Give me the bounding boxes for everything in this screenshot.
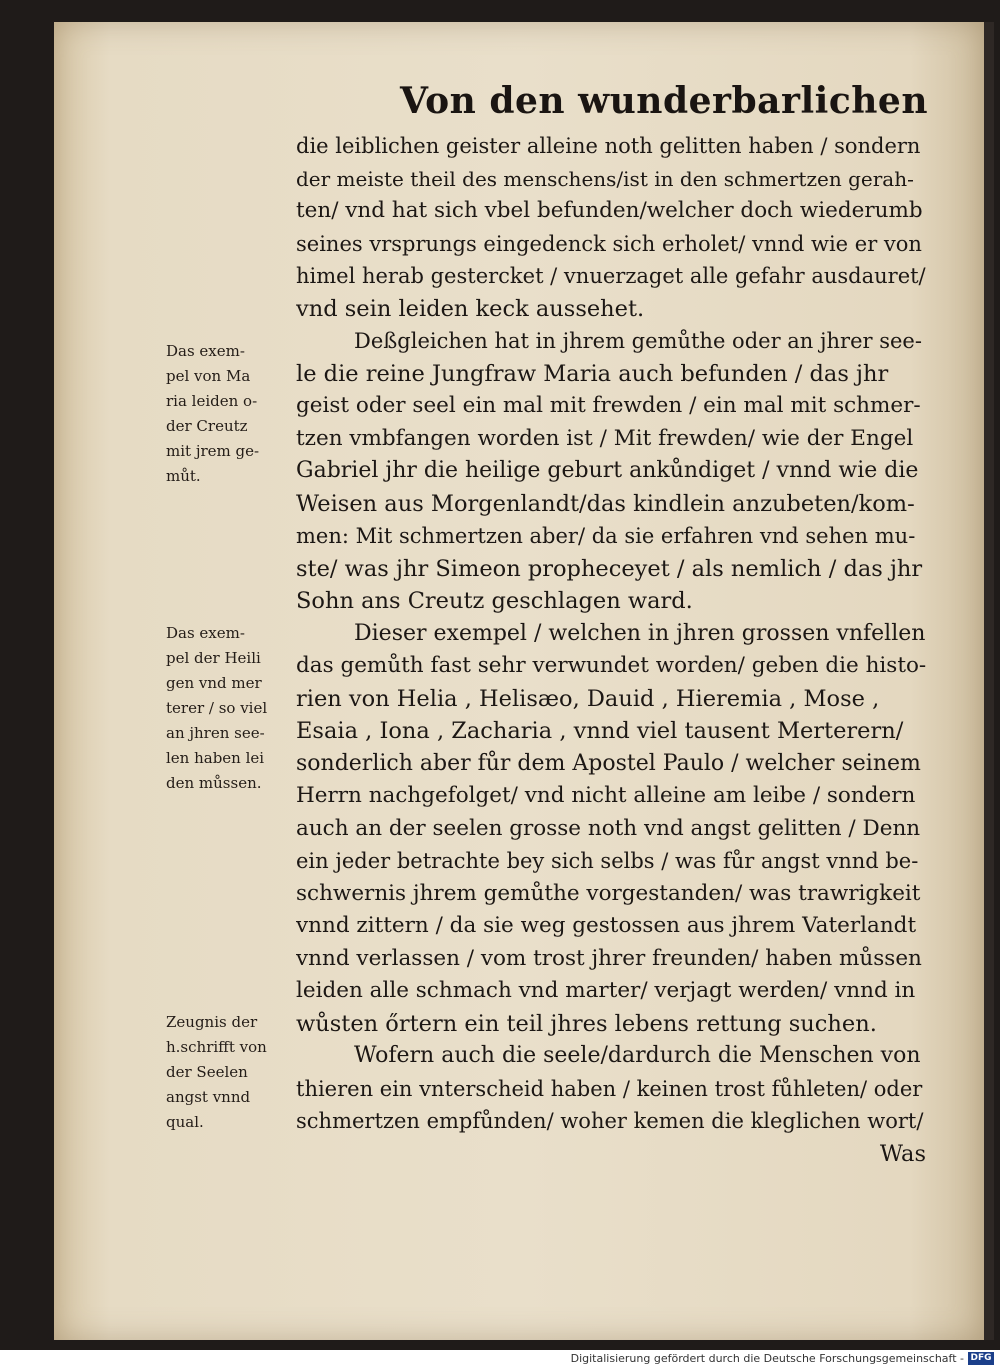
- text-line: Deßgleichen hat in jhrem gemůthe oder an jhrer see-: [354, 329, 922, 353]
- text-line: men: Mit schmertzen aber/ da sie erfahren vnd sehen mu-: [296, 524, 916, 548]
- margin-note-line: gen vnd mer: [166, 674, 262, 692]
- text-line: das gemůth fast sehr verwundet worden/ geben die histo-: [296, 653, 926, 678]
- margin-note-line: Das exem-: [166, 342, 245, 360]
- text-line: vnnd verlassen / vom trost jhrer freunden/ haben můssen: [296, 945, 922, 971]
- text-line: geist oder seel ein mal mit frewden / ein mal mit schmer-: [296, 393, 921, 418]
- text-line: leiden alle schmach vnd marter/ verjagt werden/ vnnd in: [296, 978, 916, 1003]
- margin-note-maria: [166, 339, 296, 489]
- text-line: auch an der seelen grosse noth vnd angst gelitten / Denn: [296, 815, 921, 841]
- text-line: thieren ein vnterscheid haben / keinen trost fůhleten/ oder: [296, 1076, 923, 1101]
- catchword: Was: [879, 1140, 926, 1167]
- text-line: rien von Helia , Helisæo, Dauid , Hieremia , Mose ,: [296, 685, 880, 712]
- text-line: Herrn nachgefolget/ vnd nicht alleine am leibe / sondern: [296, 783, 916, 808]
- text-line: Esaia , Iona , Zacharia , vnnd viel tausent Merterern/: [296, 718, 904, 744]
- text-line: Wofern auch die seele/dardurch die Menschen von: [354, 1043, 921, 1068]
- text-line: seines vrsprungs eingedenck sich erholet/ vnnd wie er von: [296, 231, 922, 256]
- running-header: Von den wunderbarlichen: [400, 80, 928, 122]
- margin-note-line: pel der Heili: [166, 649, 261, 667]
- margin-note-line: pel von Ma: [166, 367, 251, 385]
- text-line: wůsten őrtern ein teil jhres lebens rettung suchen.: [296, 1010, 877, 1037]
- text-line: sonderlich aber fůr dem Apostel Paulo / welcher seinem: [296, 750, 921, 776]
- margin-note-line: an jhren see-: [166, 724, 265, 742]
- margin-note-zeugnis: [166, 1010, 296, 1135]
- page-edge-shadow: [984, 22, 994, 1340]
- margin-note-line: ria leiden o-: [166, 392, 258, 410]
- text-line: vnd sein leiden keck aussehet.: [296, 295, 645, 322]
- margin-note-line: h.schrifft von: [166, 1038, 267, 1056]
- footer-bar: [0, 1350, 1000, 1368]
- margin-note-heiligen: [166, 621, 296, 796]
- text-line: Dieser exempel / welchen in jhren grossen vnfellen: [354, 620, 926, 646]
- text-line: Gabriel jhr die heilige geburt ankůndiget / vnnd wie die: [296, 458, 919, 483]
- text-line: schwernis jhrem gemůthe vorgestanden/ was trawrigkeit: [296, 880, 921, 906]
- main-text-block: [296, 130, 926, 1170]
- margin-note-line: den můssen.: [166, 774, 262, 792]
- margin-note-line: qual.: [166, 1113, 204, 1131]
- text-line: tzen vmbfangen worden ist / Mit frewden/ wie der Engel: [296, 425, 914, 451]
- text-line: der meiste theil des menschens/ist in den schmertzen gerah-: [296, 166, 914, 191]
- text-line: Weisen aus Morgenlandt/das kindlein anzubeten/kom-: [296, 490, 915, 517]
- text-line: vnnd zittern / da sie weg gestossen aus jhrem Vaterlandt: [296, 913, 917, 938]
- text-line: himel herab gestercket / vnuerzaget alle gefahr ausdauret/: [296, 264, 926, 288]
- text-line: schmertzen empfůnden/ woher kemen die kleglichen wort/: [296, 1109, 924, 1133]
- text-line: die leiblichen geister alleine noth gelitten haben / sondern: [296, 134, 921, 158]
- margin-note-line: der Creutz: [166, 417, 248, 435]
- text-line: le die reine Jungfraw Maria auch befunden / das jhr: [296, 360, 889, 387]
- text-line: ste/ was jhr Simeon propheceyet / als nemlich / das jhr: [296, 555, 923, 582]
- text-line: ein jeder betrachte bey sich selbs / was fůr angst vnnd be-: [296, 849, 919, 873]
- dfg-logo: DFG: [968, 1352, 994, 1365]
- margin-note-line: len haben lei: [166, 749, 265, 767]
- margin-note-line: terer / so viel: [166, 699, 268, 717]
- margin-note-line: mit jrem ge-: [166, 442, 260, 460]
- text-line: Sohn ans Creutz geschlagen ward.: [296, 588, 693, 614]
- margin-note-line: Zeugnis der: [166, 1013, 258, 1031]
- margin-note-line: angst vnnd: [166, 1088, 251, 1106]
- margin-note-line: der Seelen: [166, 1063, 248, 1081]
- footer-credit-text: Digitalisierung gefördert durch die Deutsche Forschungsgemeinschaft -: [570, 1352, 964, 1365]
- margin-note-line: Das exem-: [166, 624, 245, 642]
- text-line: ten/ vnd hat sich vbel befunden/welcher doch wiederumb: [296, 198, 923, 223]
- margin-note-line: můt.: [166, 467, 201, 485]
